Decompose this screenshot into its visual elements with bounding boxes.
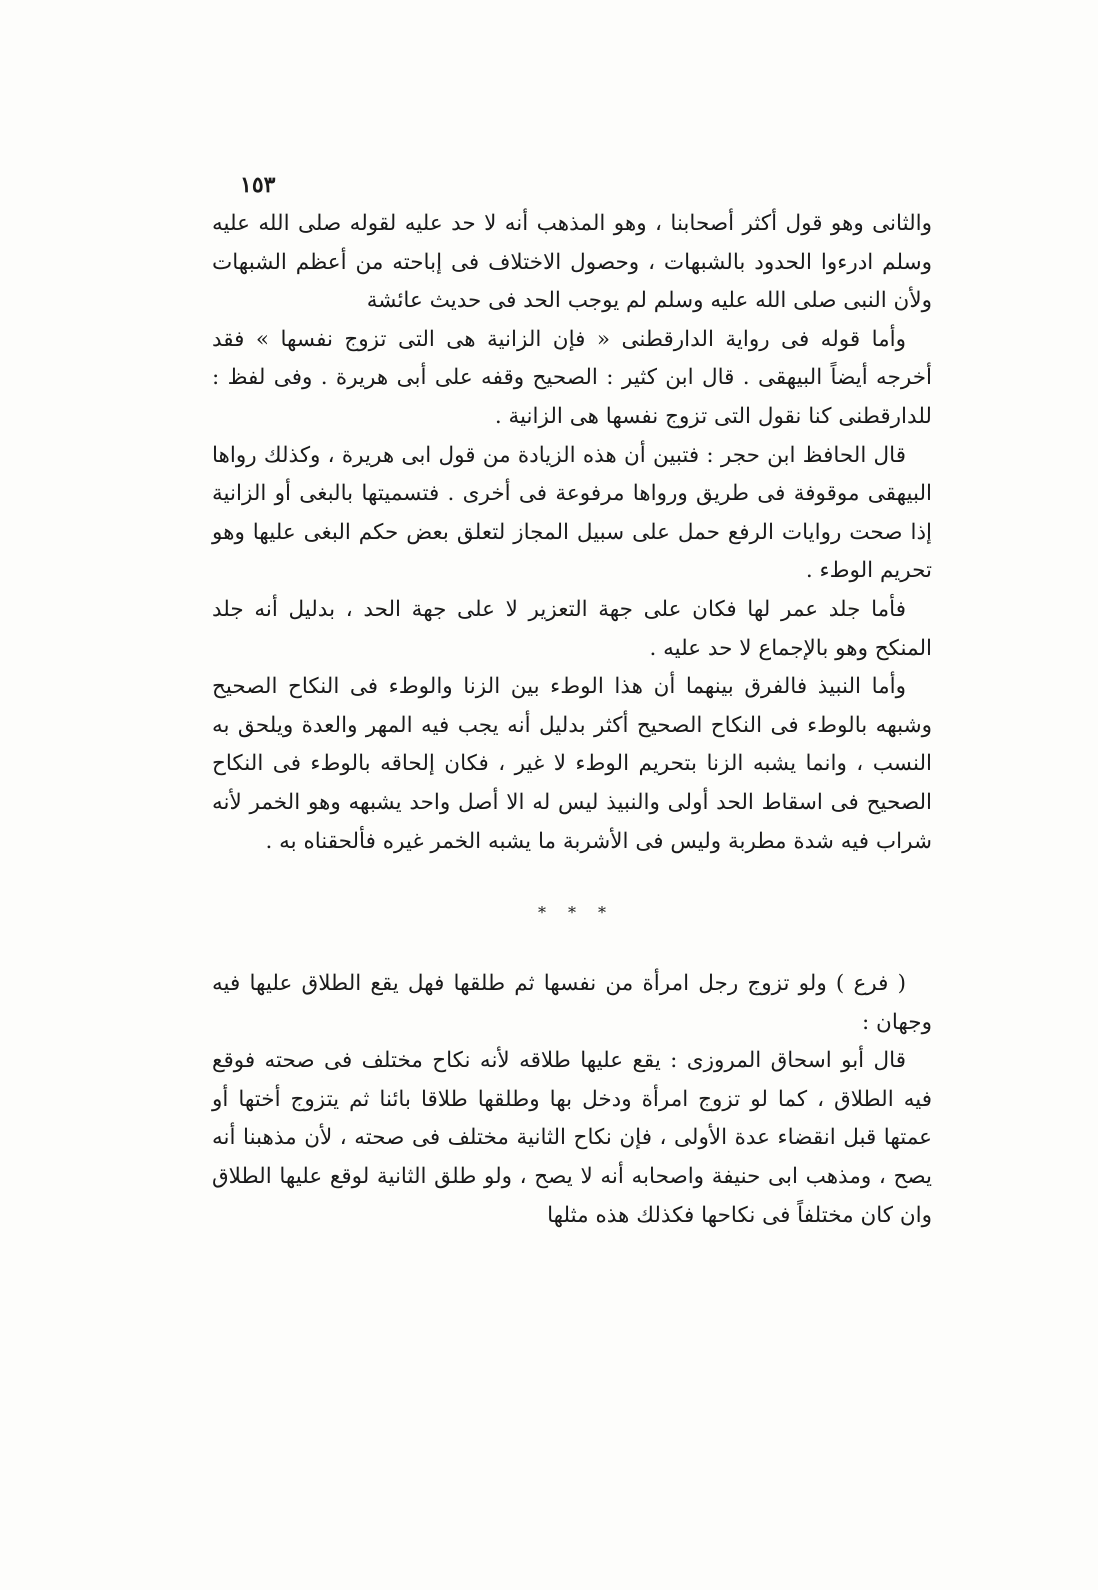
paragraph-marwazi: قال أبو اسحاق المروزى : يقع عليها طلاقه لأنه نكاح مختلف فى صحته فوقع فيه الطلاق ، كما لو تزوج امرأة ودخل بها وطلقها طلاقا بائنا ثم يتزوج أختها أو عمتها قبل انقضاء عدة الأولى ، فإن نكاح الثانية مختلف فى صحته ، لأن مذهبنا أنه يصح ، ومذهب ابى حنيفة واصحابه أنه لا يصح ، ولو طلق الثانية لوقع عليها الطلاق وان كان مختلفاً فى نكاحها فكذلك هذه مثلها [212,1048,932,1228]
paragraph-far: ( فرع ) ولو تزوج رجل امرأة من نفسها ثم طلقها فهل يقع الطلاق عليها فيه وجهان : [212,971,932,1035]
paragraph-umar: فأما جلد عمر لها فكان على جهة التعزير لا على جهة الحد ، بدليل أنه جلد المنكح وهو بالإجماع لا حد عليه . [212,596,932,661]
separator-star: * [568,902,576,922]
separator-star: * [538,902,546,922]
page-number: ١٥٣ [240,172,276,198]
section-separator [212,861,932,965]
main-text [212,205,932,1235]
paragraph-nabidh: وأما النبيذ فالفرق بينهما أن هذا الوطء بين الزنا والوطء فى النكاح الصحيح وشبهه بالوطء فى النكاح الصحيح أكثر بدليل أنه يجب فيه المهر والعدة ويلحق به النسب ، وانما يشبه الزنا بتحريم الوطء لا غير ، فكان إلحاقه بالوطء فى النكاح الصحيح فى اسقاط الحد أولى والنبيذ ليس له الا أصل واحد يشبهه وهو الخمر لأنه شراب فيه شدة مطربة وليس فى الأشربة ما يشبه الخمر غيره فألحقناه به . [212,674,932,854]
paragraph-ibn-hajar: قال الحافظ ابن حجر : فتبين أن هذه الزيادة من قول ابى هريرة ، وكذلك رواها البيهقى موقوفة فى طريق ورواها مرفوعة فى أخرى . فتسميتها بالبغى أو الزانية إذا صحت روايات الرفع حمل على سبيل المجاز لتعلق بعض حكم البغى عليها وهو تحريم الوطء . [212,442,932,584]
paragraph-daraqutni: وأما قوله فى رواية الدارقطنى « فإن الزانية هى التى تزوج نفسها » فقد أخرجه أيضاً البيهقى . قال ابن كثير : الصحيح وقفه على أبى هريرة . وفى لفظ : للدارقطنى كنا نقول التى تزوج نفسها هى الزانية . [212,326,932,429]
separator-star: * [598,902,606,922]
paragraph-second-opinion: والثانى وهو قول أكثر أصحابنا ، وهو المذهب أنه لا حد عليه لقوله صلى الله عليه وسلم ادرءوا الحدود بالشبهات ، وحصول الاختلاف فى إباحته من أعظم الشبهات ولأن النبى صلى الله عليه وسلم لم يوجب الحد فى حديث عائشة [212,211,932,314]
